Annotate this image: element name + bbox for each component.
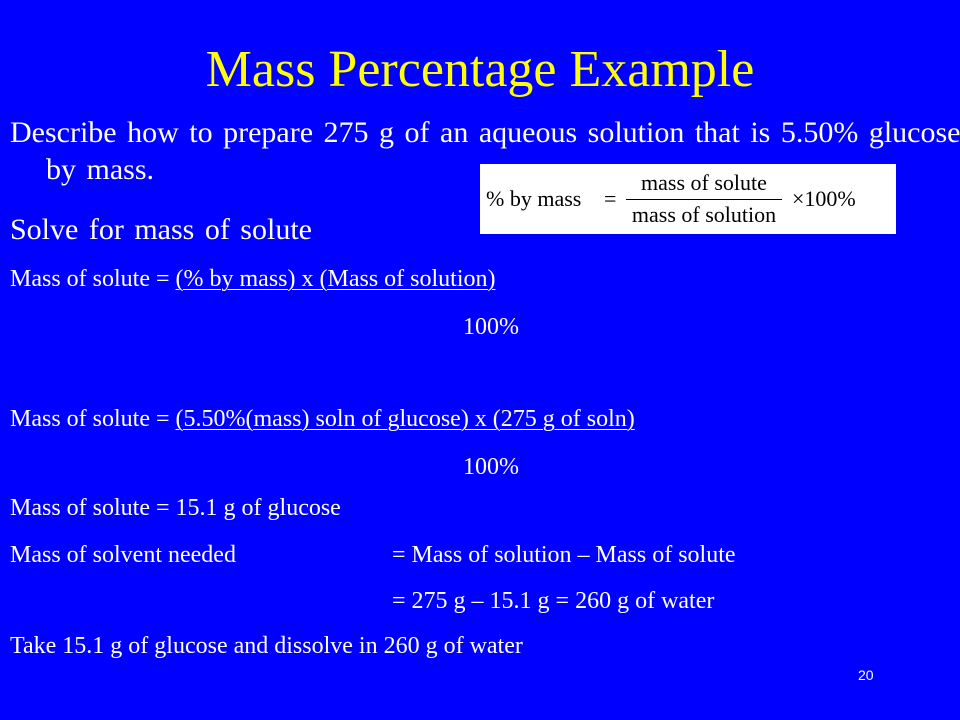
equation-2	[10, 404, 635, 434]
mass-percent-formula	[480, 164, 896, 234]
problem-statement: Describe how to prepare 275 g of an aqueous solution that is 5.50% glucose by mass.	[10, 116, 960, 186]
slide-title: Mass Percentage Example	[205, 41, 755, 98]
solve-heading: Solve for mass of solute	[10, 213, 312, 246]
equation-2-numerator: (5.50%(mass) soln of glucose) x (275 g of soln)	[175, 406, 635, 432]
equation-2-denominator: 100%	[463, 454, 519, 480]
solute-result: Mass of solute = 15.1 g of glucose	[10, 495, 341, 521]
conclusion: Take 15.1 g of glucose and dissolve in 260 g of water	[10, 633, 523, 659]
equation-1-label: Mass of solute =	[10, 266, 176, 292]
page-number: 20	[858, 667, 874, 683]
solvent-equation-1: = Mass of solution – Mass of solute	[392, 542, 736, 568]
formula-denominator: mass of solution	[631, 202, 777, 227]
equation-1-denominator: 100%	[463, 314, 519, 340]
solvent-label: Mass of solvent needed	[10, 542, 236, 568]
fraction-bar	[626, 199, 782, 200]
equation-1	[10, 264, 496, 294]
solvent-equation-2: = 275 g – 15.1 g = 260 g of water	[392, 588, 715, 614]
formula-equals: =	[604, 186, 617, 211]
formula-lhs: % by mass	[486, 186, 582, 211]
formula-multiplier: ×100%	[792, 186, 856, 211]
equation-2-label: Mass of solute =	[10, 406, 176, 432]
formula-numerator: mass of solute	[641, 170, 767, 195]
equation-1-numerator: (% by mass) x (Mass of solution)	[175, 266, 496, 292]
